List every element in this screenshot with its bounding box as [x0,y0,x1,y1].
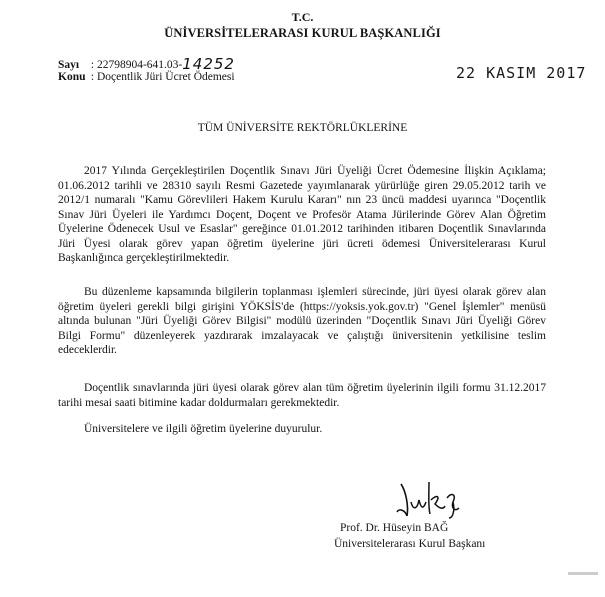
handwritten-signature [395,480,465,520]
signatory-name: Prof. Dr. Hüseyin BAĞ [340,522,449,534]
sayi-handwritten-number: 14252 [182,55,235,73]
date-stamp: 22 KASIM 2017 [456,64,587,82]
header-institution: ÜNİVERSİTELERARASI KURUL BAŞKANLIĞI [164,26,441,40]
paragraph-4-text: Üniversitelere ve ilgili öğretim üyelerine duyurulur. [84,423,323,435]
signature-icon [395,480,465,520]
konu-value: : Doçentlik Jüri Ücret Ödemesi [90,71,235,83]
scan-smudge [568,572,598,575]
recipient-line: TÜM ÜNİVERSİTE REKTÖRLÜKLERİNE [197,122,408,134]
paragraph-4 [58,422,546,437]
paragraph-3-text: Doçentlik sınavlarında jüri üyesi olarak görev alan tüm öğretim üyelerinin ilgili formu 31.12.2017 tarihi mesai saati bitimine kadar doldurmaları gerekmektedir. [58,382,546,409]
signatory-title: Üniversitelerarası Kurul Başkanı [334,538,486,550]
sayi-value: : 22798904-641.03- [90,59,183,71]
paragraph-1-text: 2017 Yılında Gerçekleştirilen Doçentlik Sınavı Jüri Üyeliği Ücret Ödemesine İlişkin Açıklama; 01.06.2012 tarihli ve 28310 sayılı Resmi Gazetede yayımlanarak yürürlüğe giren 29.05.2012 tarih ve 2012/1 numaralı "Kamu Görevlileri Hakem Kurulu Kararı" nın 23 üncü maddesi uyarınca "Doçentlik Sınav Jüri Üyeleri ile Yardımcı Doçent, Doçent ve Profesör Atama Jürilerinde Görev Alan Öğretim Üyelerine Ödenecek Usul ve Esaslar" gereğince 01.01.2012 tarihinden itibaren Doçentlik Sınavlarında Jüri Üyesi olarak görev yapan öğretim üyelerine jüri ücreti ödemesi Üniversitelerarası Kurul Başkanlığınca gerçekleştirilmektedir. [58,165,546,264]
paragraph-2 [58,285,546,358]
paragraph-1 [58,164,546,266]
paragraph-2-text: Bu düzenleme kapsamında bilgilerin toplanması işlemleri sürecinde, jüri üyesi olarak görev alan öğretim üyeleri gerekli bilgi girişini YÖKSİS'de (https://yoksis.yok.gov.tr) "Genel İşlemler" menüsü altında bulunan "Jüri Üyeliği Görev Bilgisi" modülü üzerinden "Doçentlik Sınavı Jüri Üyeliği Görev Bilgi Formu" düzenleyerek yazdırarak imzalayacak ve çalıştığı üniversitenin yetkilisine teslim edeceklerdir. [58,286,546,356]
konu-row [58,71,235,83]
konu-label: Konu [58,71,86,83]
header-tc: T.C. [291,10,314,24]
sayi-label: Sayı [58,59,80,71]
paragraph-3 [58,381,546,410]
